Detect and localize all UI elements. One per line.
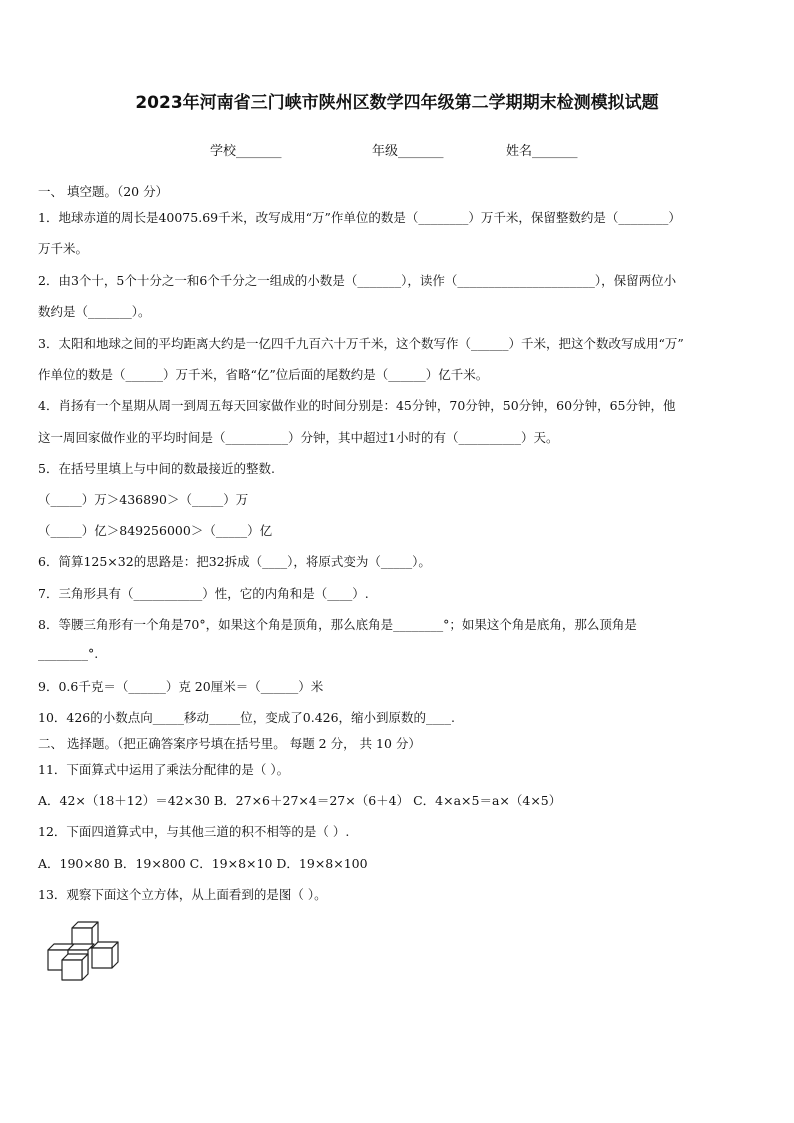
- question-12-options: A．190×80 B．19×800 C．19×8×10 D．19×8×100: [38, 856, 368, 871]
- section-heading-fill-in: 一、 填空题。（20 分）: [38, 184, 169, 199]
- question-10: 10．426的小数点向_____移动_____位，变成了0.426，缩小到原数的____.: [38, 710, 456, 725]
- question-11-options: A．42×（18＋12）＝42×30 B．27×6＋27×4＝27×（6＋4） C．4×a×5＝a×（4×5）: [38, 793, 562, 808]
- question-2-line-2: 数约是（_______）。: [38, 304, 151, 319]
- question-8-line-1: 8．等腰三角形有一个角是70°，如果这个角是顶角，那么底角是________°；如果这个角是底角，那么顶角是: [38, 617, 637, 632]
- question-11: 11．下面算式中运用了乘法分配律的是（ ）。: [38, 762, 290, 777]
- question-13: 13．观察下面这个立方体，从上面看到的是图（ ）。: [38, 887, 327, 902]
- question-4-line-2: 这一周回家做作业的平均时间是（__________）分钟，其中超过1小时的有（__________）天。: [38, 430, 559, 445]
- name-field: 姓名_______: [506, 144, 578, 159]
- grade-field: 年级_______: [372, 144, 444, 159]
- cube-front: [62, 954, 88, 980]
- exam-title: 2023年河南省三门峡市陕州区数学四年级第二学期期末检测模拟试题: [135, 93, 659, 113]
- question-5-line-3: （_____）亿＞849256000＞（_____）亿: [38, 523, 273, 538]
- cube-bottom-right: [92, 942, 118, 968]
- question-3-line-2: 作单位的数是（______）万千米，省略“亿”位后面的尾数约是（______）亿千米。: [38, 367, 489, 382]
- question-3-line-1: 3．太阳和地球之间的平均距离大约是一亿四千九百六十万千米，这个数写作（______）千米，把这个数改写成用“万”: [38, 336, 684, 351]
- school-field: 学校_______: [210, 144, 282, 159]
- question-12: 12．下面四道算式中，与其他三道的积不相等的是（ ）.: [38, 824, 350, 839]
- cube-stack-figure: [44, 920, 128, 982]
- question-5-line-1: 5．在括号里填上与中间的数最接近的整数.: [38, 461, 275, 476]
- question-2-line-1: 2．由3个十，5个十分之一和6个千分之一组成的小数是（_______），读作（______________________），保留两位小: [38, 273, 677, 288]
- section-heading-choice: 二、 选择题。（把正确答案序号填在括号里。 每题 2 分， 共 10 分）: [38, 736, 421, 751]
- question-7: 7．三角形具有（___________）性，它的内角和是（____）.: [38, 586, 369, 601]
- question-6: 6．简算125×32的思路是：把32拆成（____），将原式变为（_____）。: [38, 554, 431, 569]
- question-4-line-1: 4．肖扬有一个星期从周一到周五每天回家做作业的时间分别是：45分钟，70分钟，50分钟，60分钟，65分钟，他: [38, 398, 676, 413]
- question-5-line-2: （_____）万＞436890＞（_____）万: [38, 492, 249, 507]
- question-1-line-1: 1．地球赤道的周长是40075.69千米，改写成用“万”作单位的数是（________）万千米，保留整数约是（________）: [38, 210, 681, 225]
- question-1-line-2: 万千米。: [38, 241, 89, 256]
- question-9: 9．0.6千克＝（______）克 20厘米＝（______）米: [38, 679, 324, 694]
- question-8-line-2: ________°.: [38, 646, 99, 661]
